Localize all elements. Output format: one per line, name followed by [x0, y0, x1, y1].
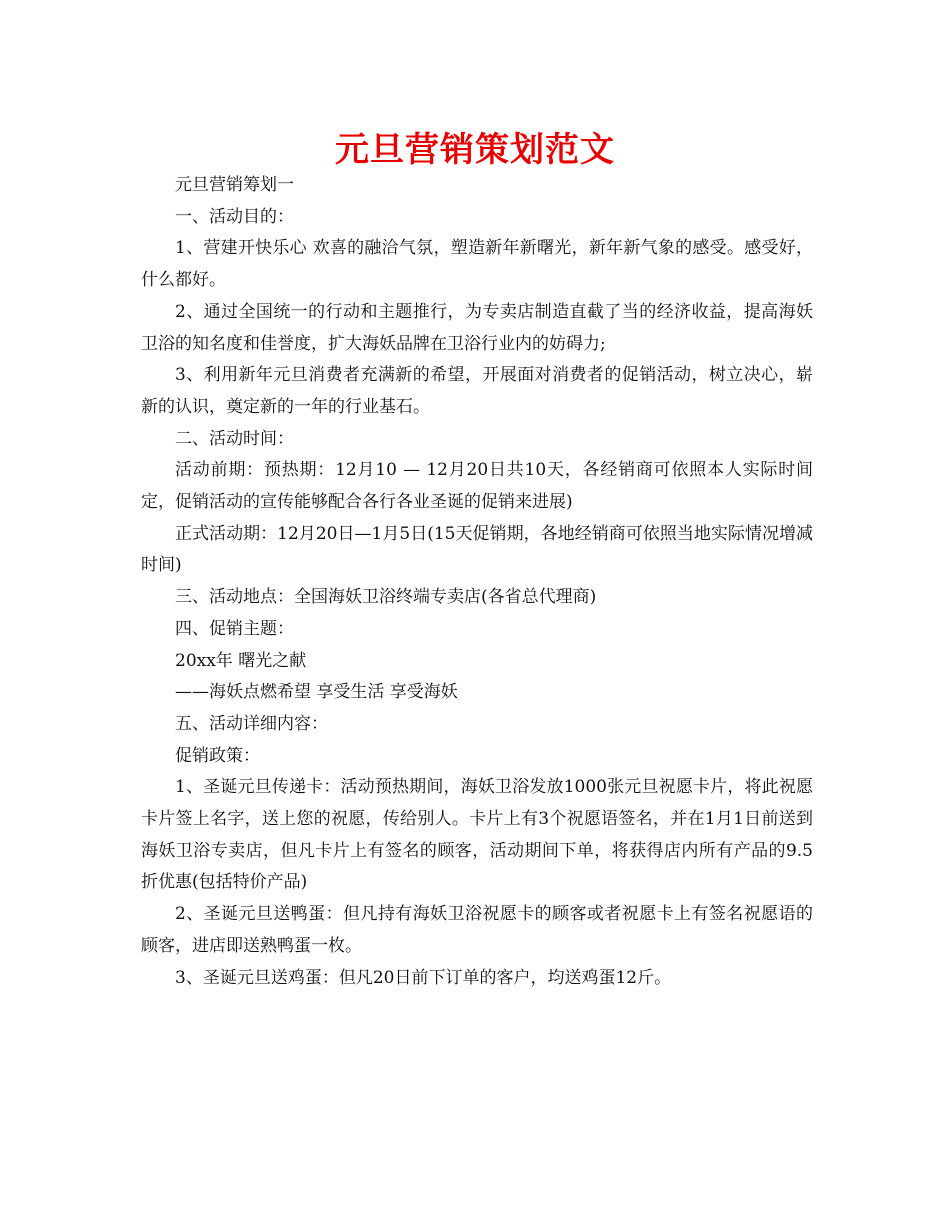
paragraph-official-period: 正式活动期：12月20日—1月5日(15天促销期，各地经销商可依照当地实际情况增减时间): [141, 523, 813, 576]
paragraph-purpose-2: 2、通过全国统一的行动和主题推行，为专卖店制造直截了当的经济收益，提高海妖卫浴的知名度和佳誉度，扩大海妖品牌在卫浴行业内的妨碍力;: [141, 301, 813, 354]
paragraph-purpose-3: 3、利用新年元旦消费者充满新的希望，开展面对消费者的促销活动，树立决心，崭新的认识，奠定新的一年的行业基石。: [141, 365, 813, 417]
paragraph-purpose-1: 1、营建开快乐心 欢喜的融洽气氛，塑造新年新曙光，新年新气象的感受。感受好，什么都好。: [141, 238, 813, 291]
paragraph-theme-year: 20xx年 曙光之献: [175, 650, 307, 671]
paragraph-policy-1: 1、圣诞元旦传递卡：活动预热期间，海妖卫浴发放1000张元旦祝愿卡片，将此祝愿卡片签上名字，送上您的祝愿，传给别人。卡片上有3个祝愿语签名，并在1月1日前送到海妖卫浴专卖店，但凡卡片上有签名的顾客，活动期间下单，将获得店内所有产品的9.5折优惠(包括特价产品): [141, 777, 813, 893]
paragraph-policy-2: 2、圣诞元旦送鸭蛋：但凡持有海妖卫浴祝愿卡的顾客或者祝愿卡上有签名祝愿语的顾客，进店即送熟鸭蛋一枚。: [141, 904, 813, 956]
section-heading-details: 五、活动详细内容：: [175, 713, 328, 734]
paragraph-theme-slogan: ——海妖点燃希望 享受生活 享受海妖: [175, 682, 458, 703]
document-title: 元旦营销策划范文: [335, 130, 615, 170]
section-heading-location: 三、活动地点：全国海妖卫浴终端专卖店(各省总代理商): [175, 587, 597, 608]
paragraph-pre-period: 活动前期：预热期：12月10 — 12月20日共10天，各经销商可依照本人实际时间定，促销活动的宣传能够配合各行各业圣诞的促销来进展): [141, 460, 813, 513]
section-heading-theme: 四、促销主题：: [175, 618, 294, 639]
paragraph-policy-heading: 促销政策：: [175, 745, 260, 766]
paragraph-policy-3: 3、圣诞元旦送鸡蛋：但凡20日前下订单的客户，均送鸡蛋12斤。: [175, 967, 672, 988]
document-body: [141, 170, 813, 994]
section-heading-time: 二、活动时间：: [175, 428, 294, 449]
paragraph-heading-plan-one: 元旦营销筹划一: [175, 175, 294, 195]
section-heading-purpose: 一、活动目的：: [175, 206, 294, 227]
